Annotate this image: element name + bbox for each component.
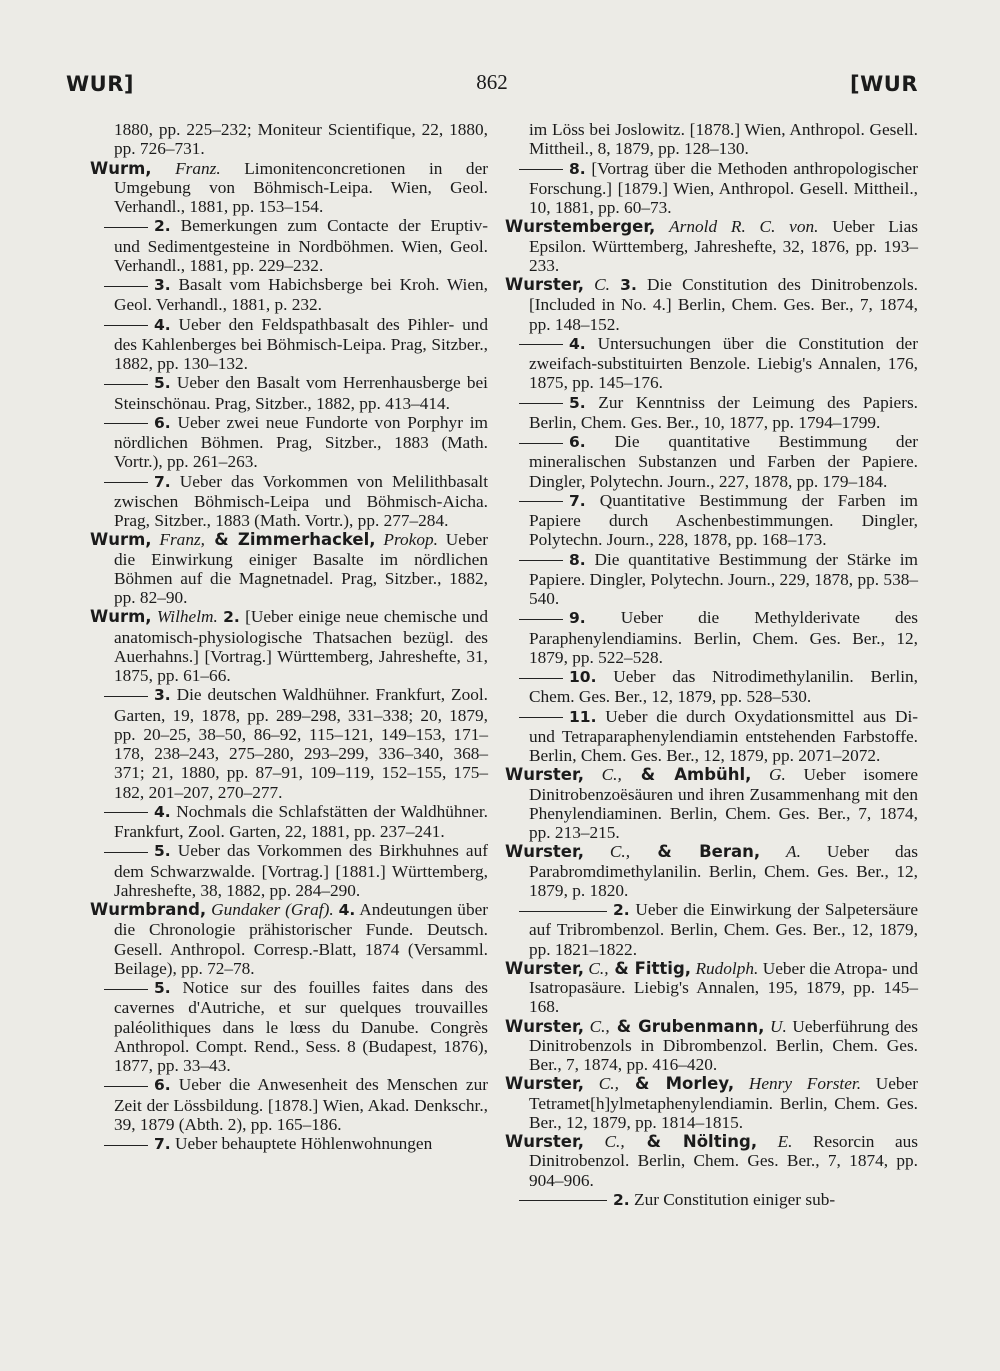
author-name: Wurster, — [505, 1074, 584, 1094]
coauthor-given-name: Prokop. — [383, 530, 438, 550]
continued-entry — [90, 120, 488, 159]
entry-number: 2. — [613, 901, 630, 919]
ditto-dash — [104, 227, 148, 228]
bibliography-sub-entry — [505, 707, 918, 766]
bibliography-sub-entry — [505, 159, 918, 218]
ditto-dash — [519, 678, 563, 679]
ditto-dash — [519, 403, 563, 404]
bibliography-sub-entry — [90, 373, 488, 413]
entry-number: 6. — [569, 433, 586, 451]
coauthor-name: & Ambühl, — [621, 765, 752, 785]
author-name: Wurstemberger, — [505, 217, 656, 237]
author-name: Wurster, — [505, 765, 584, 785]
page-number: 862 — [476, 70, 508, 94]
bibliography-sub-entry — [505, 334, 918, 393]
author-given-name: C., — [598, 1074, 619, 1094]
entry-number: 10. — [569, 668, 597, 686]
coauthor-name: & Nölting, — [624, 1132, 758, 1151]
coauthor-given-name: Rudolph. — [695, 958, 759, 978]
entry-text: Andeutungen über die Chronologie prähistorischer Funde. Deutsch. Gesell. Anthropol. Corresp.-Blatt, 1874 (Versamml. Beilage), pp. 72–78. — [114, 900, 489, 978]
entry-text: Ueber isomere Dinitrobenzoësäuren und ihren Zusammenhang mit den Phenylendiaminen. Berlin, Chem. Ges. Ber., 7, 1874, pp. 213–215. — [529, 765, 919, 842]
author-given-name: C., — [604, 1132, 625, 1151]
entry-number: 5. — [154, 842, 171, 861]
entry-text: Die quantitative Bestimmung der mineralischen Substanzen und Farben der Papiere. Dingler, Polytechn. Journ., 227, 1878, pp. 179–184. — [529, 432, 918, 491]
bibliography-entry — [505, 275, 918, 334]
ditto-dash — [519, 501, 563, 502]
coauthor-given-name: A. — [786, 842, 801, 862]
ditto-dash — [519, 911, 607, 912]
right-column — [505, 120, 918, 1210]
entry-number: 4. — [154, 315, 171, 334]
entry-number: 5. — [154, 979, 171, 997]
entry-text: Ueber den Feldspathbasalt des Pihler- und des Kahlenberges bei Böhmisch-Leipa. Prag, Sitzber., 1882, pp. 130–132. — [114, 314, 488, 373]
author-given-name: C., — [609, 842, 631, 862]
coauthor-name: & Morley, — [618, 1074, 735, 1094]
entry-text: Ueber das Nitrodimethylanilin. Berlin, Chem. Ges. Ber., 12, 1879, pp. 528–530. — [529, 667, 918, 707]
bibliography-sub-entry — [90, 1134, 488, 1154]
coauthor-given-name: G. — [769, 765, 786, 785]
entry-text: im Löss bei Joslowitz. [1878.] Wien, Anthropol. Gesell. Mittheil., 8, 1879, pp. 128–130. — [529, 120, 918, 159]
coauthor-name: & Grubenmann, — [609, 1016, 765, 1036]
page-header — [66, 66, 918, 100]
entry-text: Resorcin aus Dinitrobenzol. Berlin, Chem. Ges. Ber., 7, 1874, pp. 904–906. — [529, 1132, 918, 1190]
ditto-dash — [104, 384, 148, 385]
entry-text: Ueber das Vorkommen von Melilithbasalt zwischen Böhmisch-Leipa und Böhmisch-Aicha. Prag, Sitzber., 1883 (Math. Vortr.), pp. 277–284. — [114, 471, 488, 530]
entry-text: Ueber die Methylderivate des Paraphenylendiamins. Berlin, Chem. Ges. Ber., 12, 1879, pp. 522–528. — [529, 608, 918, 667]
entry-text: Ueber Tetramet[h]ylmetaphenylendiamin. Berlin, Chem. Ges. Ber., 12, 1879, pp. 1814–1815. — [529, 1074, 918, 1132]
entry-text: Ueber das Parabromdimethylanilin. Berlin, Chem. Ges. Ber., 12, 1879, p. 1820. — [529, 842, 918, 900]
bibliography-sub-entry — [505, 432, 918, 491]
entry-text: Die Constitution des Dinitrobenzols. [Included in No. 4.] Berlin, Chem. Ges. Ber., 7, 1874, pp. 148–152. — [529, 275, 918, 334]
entry-number: 7. — [154, 472, 171, 491]
ditto-dash — [104, 1086, 148, 1087]
author-given-name: Wilhelm. — [156, 607, 218, 627]
entry-text: Ueber den Basalt vom Herrenhausberge bei Steinschönau. Prag, Sitzber., 1882, pp. 413–414. — [114, 373, 488, 413]
bibliography-sub-entry — [505, 1190, 918, 1210]
author-name: Wurmbrand, — [90, 900, 207, 919]
author-name: Wurm, — [90, 607, 152, 627]
entry-text: Ueber die Einwirkung der Salpetersäure auf Tribrombenzol. Berlin, Chem. Ges. Ber., 12, 1879, pp. 1821–1822. — [529, 900, 918, 959]
entry-number: 4. — [569, 334, 586, 353]
coauthor-name: & Zimmerhackel, — [205, 530, 376, 550]
author-name: Wurster, — [505, 842, 584, 862]
author-given-name: Franz. — [175, 158, 221, 178]
ditto-dash — [104, 325, 148, 326]
bibliography-sub-entry — [90, 978, 488, 1075]
bibliography-entry — [505, 1132, 918, 1190]
entry-text: 1880, pp. 225–232; Moniteur Scientifique, 22, 1880, pp. 726–731. — [114, 120, 488, 159]
bibliography-sub-entry — [505, 491, 918, 550]
bibliography-entry — [505, 842, 918, 900]
entry-text: Ueber das Vorkommen des Birkhuhnes auf dem Schwarzwalde. [Vortrag.] [1881.] Württemberg, Jahreshefte, 38, 1882, pp. 284–290. — [114, 841, 488, 900]
entry-text: Notice sur des fouilles faites dans des cavernes d'Autriche, et sur quelques trouvailles paléolithiques dans le lœss du Danube. Congrès Anthropol. Compt. Rend., Sess. 8 (Budapest, 1876), 1877, pp. 33–43. — [114, 978, 488, 1075]
entry-text: Die deutschen Waldhühner. Frankfurt, Zool. Garten, 19, 1878, pp. 289–298, 331–338; 20, 1879, pp. 20–25, 38–50, 86–92, 115–121, 149–153, 171–178, 238–243, 275–280, 293–299, 336–340, 368–371; 21, 1880, pp. 87–91, 109–119, 152–155, 175–182, 201–207, 270–277. — [114, 685, 488, 802]
author-given-name: Arnold R. C. von. — [669, 217, 819, 237]
ditto-dash — [104, 812, 148, 813]
entry-text: Basalt vom Habichsberge bei Kroh. Wien, Geol. Verhandl., 1881, p. 232. — [114, 275, 488, 315]
bibliography-entry — [505, 765, 918, 842]
coauthor-name: & Beran, — [630, 842, 761, 862]
entry-text: Zur Constitution einiger sub- — [629, 1189, 836, 1209]
entry-text: Untersuchungen über die Constitution der zweifach-substituirten Benzole. Liebig's Annalen, 176, 1875, pp. 145–176. — [529, 333, 918, 393]
entry-number: 6. — [154, 413, 171, 432]
ditto-dash — [519, 344, 563, 345]
bibliography-entry — [505, 217, 918, 275]
bibliography-entry — [505, 959, 918, 1017]
entry-number: 8. — [569, 159, 586, 178]
coauthor-given-name: Henry Forster. — [748, 1074, 862, 1094]
entry-text: Ueber zwei neue Fundorte von Porphyr im nördlichen Böhmen. Prag, Sitzber., 1883 (Math. Vortr.), pp. 261–263. — [114, 412, 488, 472]
author-given-name: Gundaker (Graf). — [211, 900, 334, 919]
bibliography-sub-entry — [90, 413, 488, 472]
entry-text: Ueber die Atropa- und Isatropasäure. Liebig's Annalen, 195, 1879, pp. 145–168. — [529, 958, 918, 1017]
bibliography-sub-entry — [90, 802, 488, 842]
bibliography-entry — [90, 607, 488, 685]
entry-number: 3. — [154, 686, 171, 705]
running-head-right: [WUR — [850, 72, 918, 96]
ditto-dash — [519, 717, 563, 718]
entry-text: Ueber die Anwesenheit des Menschen zur Zeit der Lössbildung. [1878.] Wien, Akad. Denkschr., 39, 1879 (Abth. 2), pp. 165–186. — [114, 1075, 488, 1134]
bibliography-sub-entry — [90, 216, 488, 275]
entry-text: Quantitative Bestimmung der Farben im Papiere durch Aschenbestimmungen. Dingler, Polytechn. Journ., 228, 1878, pp. 168–173. — [529, 490, 918, 550]
ditto-dash — [519, 560, 563, 561]
entry-text: Bemerkungen zum Contacte der Eruptiv- und Sedimentgesteine in Nordböhmen. Wien, Geol. Verhandl., 1881, pp. 229–232. — [114, 216, 488, 275]
author-given-name: C., — [589, 1016, 610, 1036]
ditto-dash — [519, 443, 563, 444]
author-given-name: C. — [594, 275, 610, 294]
continued-entry — [505, 120, 918, 159]
author-name: Wurm, — [90, 530, 152, 550]
author-name: Wurster, — [505, 958, 584, 978]
entry-text: Nochmals die Schlafstätten der Waldhühner. Frankfurt, Zool. Garten, 22, 1881, pp. 237–241. — [114, 801, 488, 841]
entry-number: 2. — [613, 1190, 630, 1209]
author-name: Wurster, — [505, 275, 584, 294]
author-given-name: C., — [588, 958, 609, 978]
author-name: Wurm, — [90, 158, 152, 178]
ditto-dash — [104, 852, 148, 853]
entry-number: 4. — [338, 901, 356, 919]
ditto-dash — [104, 482, 148, 483]
bibliography-sub-entry — [505, 608, 918, 667]
author-given-name: Franz, — [159, 530, 205, 550]
author-name: Wurster, — [505, 1016, 584, 1036]
ditto-dash — [104, 423, 148, 424]
entry-text: Ueber Lias Epsilon. Württemberg, Jahreshefte, 32, 1876, pp. 193–233. — [529, 217, 918, 275]
running-head-left: WUR] — [66, 72, 134, 96]
author-name: Wurster, — [505, 1132, 584, 1151]
bibliography-sub-entry — [505, 393, 918, 433]
entry-number: 6. — [154, 1076, 171, 1095]
coauthor-given-name: E. — [777, 1132, 793, 1151]
entry-text: [Vortrag über die Methoden anthropologischer Forschung.] [1879.] Wien, Anthropol. Gesell. Mittheil., 10, 1881, pp. 60–73. — [529, 158, 918, 217]
entry-number: 3. — [620, 276, 637, 294]
entry-number: 11. — [569, 707, 597, 726]
entry-text: Limonitenconcretionen in der Umgebung von Böhmisch-Leipa. Wien, Geol. Verhandl., 1881, pp. 153–154. — [114, 158, 488, 216]
entry-text: Die quantitative Bestimmung der Stärke im Papiere. Dingler, Polytechn. Journ., 229, 1878, pp. 538–540. — [529, 549, 918, 608]
entry-number: 9. — [569, 609, 586, 628]
bibliography-sub-entry — [90, 1075, 488, 1134]
ditto-dash — [104, 989, 148, 990]
entry-number: 7. — [569, 491, 586, 510]
entry-text: Ueber behauptete Höhlenwohnungen — [170, 1134, 433, 1153]
coauthor-name: & Fittig, — [608, 958, 692, 978]
entry-number: 8. — [569, 550, 586, 569]
bibliography-sub-entry — [90, 841, 488, 900]
bibliography-sub-entry — [90, 275, 488, 315]
bibliography-entry — [505, 1074, 918, 1132]
entry-number: 7. — [154, 1135, 171, 1153]
ditto-dash — [104, 286, 148, 287]
entry-text: Zur Kenntniss der Leimung des Papiers. Berlin, Chem. Ges. Ber., 10, 1877, pp. 1794–1799. — [529, 392, 918, 432]
ditto-dash — [519, 169, 563, 170]
bibliography-sub-entry — [90, 472, 488, 531]
author-given-name: C., — [601, 765, 622, 785]
entry-number: 2. — [154, 217, 171, 236]
bibliography-entry — [90, 159, 488, 217]
bibliography-sub-entry — [505, 550, 918, 609]
left-column — [90, 120, 488, 1154]
ditto-dash — [519, 619, 563, 620]
entry-text: Ueber die Einwirkung einiger Basalte im nördlichen Böhmen auf die Magnetnadel. Prag, Sitzber., 1882, pp. 82–90. — [114, 530, 488, 607]
ditto-dash — [519, 1200, 607, 1201]
entry-text: Ueberführung des Dinitrobenzols in Dibrombenzol. Berlin, Chem. Ges. Ber., 7, 1874, pp. 416–420. — [529, 1016, 918, 1074]
entry-number: 4. — [154, 802, 171, 821]
entry-text: Ueber die durch Oxydationsmittel aus Di- und Tetraparaphenylendiamin entstehenden Farbstoffe. Berlin, Chem. Ges. Ber., 12, 1879, pp. 2071–2072. — [529, 706, 918, 765]
bibliography-entry — [90, 900, 488, 978]
entry-number: 5. — [569, 393, 586, 412]
coauthor-given-name: U. — [770, 1016, 787, 1036]
bibliography-entry — [90, 530, 488, 607]
bibliography-sub-entry — [505, 667, 918, 707]
bibliography-entry — [505, 1017, 918, 1075]
bibliography-sub-entry — [90, 685, 488, 802]
bibliography-sub-entry — [505, 900, 918, 959]
ditto-dash — [104, 696, 148, 697]
entry-text: [Ueber einige neue chemische und anatomisch-physiologische Thatsachen bezügl. des Auerhahns.] [Vortrag.] Württemberg, Jahreshefte, 31, 1875, pp. 61–66. — [114, 607, 488, 685]
ditto-dash — [104, 1145, 148, 1146]
entry-number: 3. — [154, 276, 171, 294]
entry-number: 2. — [223, 608, 240, 627]
bibliography-sub-entry — [90, 315, 488, 374]
entry-number: 5. — [154, 374, 171, 393]
